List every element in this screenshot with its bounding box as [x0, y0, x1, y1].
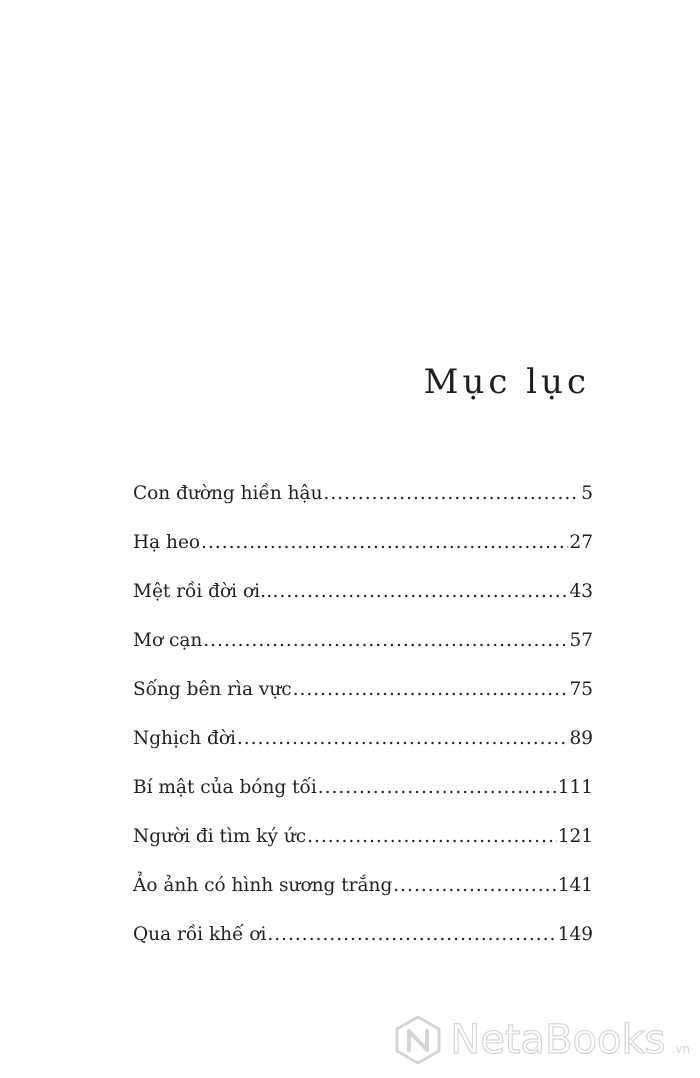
- toc-leader-dots: [293, 679, 569, 700]
- toc-entry-title: Ảo ảnh có hình sương trắng: [133, 875, 393, 896]
- toc-leader-dots: [307, 826, 557, 847]
- toc-leader-dots: [393, 875, 556, 896]
- toc-entry: [133, 532, 593, 581]
- toc-entry-page: 111: [557, 777, 593, 798]
- toc-entry-title: Hạ heo: [133, 532, 201, 553]
- netabooks-logo-icon: [392, 1014, 444, 1066]
- toc-leader-dots: [280, 581, 569, 602]
- toc-entry-page: 121: [557, 826, 593, 847]
- toc-entry: [133, 924, 593, 973]
- toc-leader-dots: [324, 483, 581, 504]
- toc-entry-page: 5: [581, 483, 593, 504]
- toc-leader-dots: [237, 728, 569, 749]
- toc-entry-title: Qua rồi khế ơi: [133, 924, 267, 945]
- toc-entry-title: Sống bên rìa vực: [133, 679, 292, 700]
- toc-leader-dots: [203, 630, 568, 651]
- toc-entry-page: 149: [557, 924, 593, 945]
- toc-entry: [133, 728, 593, 777]
- watermark-brand: NetaBooks: [450, 1017, 666, 1063]
- toc-entry: [133, 777, 593, 826]
- toc-entry-page: 57: [569, 630, 593, 651]
- toc-entry: [133, 581, 593, 630]
- toc-entry-title: Người đi tìm ký ức: [133, 826, 307, 847]
- toc-entry-title: Con đường hiền hậu: [133, 483, 323, 504]
- toc-leader-dots: [201, 532, 568, 553]
- toc-entry: [133, 630, 593, 679]
- toc-entry-page: 43: [569, 581, 593, 602]
- toc-entry-title: Mơ cạn: [133, 630, 203, 651]
- netabooks-watermark: [392, 1014, 690, 1066]
- toc-leader-dots: [267, 924, 556, 945]
- toc-entry: [133, 679, 593, 728]
- watermark-suffix: .vn: [671, 1042, 690, 1056]
- toc-entry-page: 141: [557, 875, 593, 896]
- toc-entry: [133, 875, 593, 924]
- toc-entry-page: 75: [569, 679, 593, 700]
- toc-entry-title: Nghịch đời: [133, 728, 236, 749]
- page-title: Mục lục: [423, 362, 590, 402]
- toc-entry-page: 89: [569, 728, 593, 749]
- table-of-contents: [133, 483, 593, 973]
- toc-entry: [133, 826, 593, 875]
- toc-entry-title: Mệt rồi đời ơi…: [133, 581, 279, 602]
- toc-leader-dots: [318, 777, 557, 798]
- toc-entry-page: 27: [569, 532, 593, 553]
- toc-entry: [133, 483, 593, 532]
- toc-entry-title: Bí mật của bóng tối: [133, 777, 317, 798]
